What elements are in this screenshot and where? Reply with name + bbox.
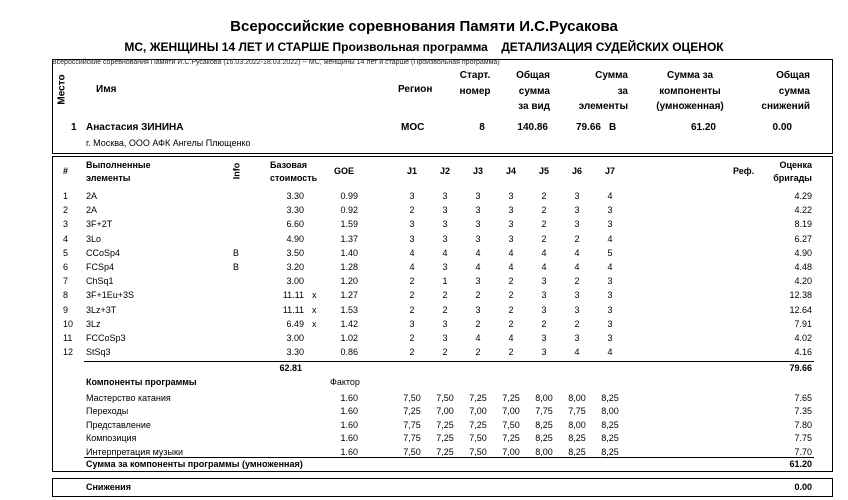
element-judge-score: 2: [442, 290, 448, 301]
element-name: FCCoSp3: [86, 333, 126, 343]
component-judge-score: 7,00: [436, 406, 454, 417]
component-factor: 1.60: [340, 433, 358, 444]
element-name: 3F+2T: [86, 219, 113, 230]
element-judge-score: 3: [442, 205, 448, 216]
element-judge-score: 4: [409, 262, 415, 272]
element-judge-score: 2: [409, 347, 415, 358]
element-num: 7: [63, 276, 69, 287]
element-name: 3Lz+3T: [86, 304, 117, 315]
element-judge-score: 3: [574, 304, 580, 315]
element-judge-score: 3: [541, 276, 547, 287]
element-base: 6.49: [286, 318, 304, 329]
element-judge-score: 2: [442, 347, 448, 358]
component-judge-score: 7,25: [436, 446, 454, 457]
skater-deductions: 0.00: [772, 122, 792, 133]
element-num: 2: [63, 205, 69, 216]
element-judge-score: 3: [475, 219, 481, 230]
element-score: 4.22: [794, 205, 812, 216]
element-score: 7.91: [794, 318, 812, 329]
element-judge-score: 4: [409, 247, 415, 258]
component-judge-score: 7,25: [502, 393, 520, 403]
elements-header-2: за: [617, 86, 628, 97]
element-judge-score: 3: [607, 219, 613, 230]
component-judge-score: 7,50: [502, 419, 520, 430]
element-judge-score: 3: [574, 290, 580, 301]
skater-name: Анастасия ЗИНИНА: [86, 122, 184, 133]
elements-base-total: 62.81: [279, 363, 302, 373]
component-judge-score: 7,25: [436, 419, 454, 430]
element-judge-score: 4: [508, 333, 514, 343]
deductions-header-3: снижений: [761, 101, 810, 112]
judge-header-3: J3: [472, 166, 483, 176]
component-judge-score: 8,25: [535, 433, 553, 444]
element-judge-score: 4: [607, 191, 613, 201]
element-info: B: [233, 247, 240, 258]
element-name: 2A: [86, 191, 98, 201]
element-num: 11: [63, 333, 73, 343]
component-name: Композиция: [86, 433, 137, 444]
element-judge-score: 2: [541, 233, 547, 244]
component-judge-score: 8,00: [568, 419, 586, 430]
deductions-frame: [52, 478, 833, 497]
element-judge-score: 4: [607, 347, 613, 358]
element-goe: 1.42: [340, 318, 358, 329]
place-header-text: Место: [56, 74, 68, 105]
skater-elements-total: 79.66: [575, 122, 601, 133]
element-judge-score: 2: [409, 205, 415, 216]
component-judge-score: 7,75: [568, 406, 586, 417]
element-name: 2A: [86, 205, 98, 216]
element-score: 4.16: [794, 347, 812, 358]
element-goe: 1.59: [340, 219, 358, 230]
element-judge-score: 2: [508, 276, 514, 287]
element-judge-score: 2: [442, 304, 448, 315]
base-header-1: Базовая: [270, 160, 308, 170]
score-header-2: бригады: [773, 173, 812, 183]
element-goe: 1.53: [340, 304, 358, 315]
element-bonus-x: x: [312, 290, 317, 301]
element-num: 4: [63, 233, 69, 244]
total-header-2: сумма: [518, 86, 550, 97]
element-goe: 0.86: [340, 347, 358, 358]
element-judge-score: 2: [475, 290, 481, 301]
element-num: 3: [63, 219, 69, 230]
judge-header-6: J6: [571, 166, 582, 176]
element-score: 8.19: [794, 219, 812, 230]
element-judge-score: 3: [508, 219, 514, 230]
component-name: Представление: [86, 419, 151, 430]
element-judge-score: 3: [475, 191, 481, 201]
components-total-line: [84, 457, 814, 458]
judge-header-2: J2: [439, 166, 450, 176]
element-score: 4.29: [794, 191, 812, 201]
element-judge-score: 3: [409, 191, 415, 201]
element-judge-score: 3: [574, 333, 580, 343]
element-judge-score: 3: [541, 347, 547, 358]
element-judge-score: 3: [607, 333, 613, 343]
judge-header-1: J1: [406, 166, 417, 176]
element-judge-score: 4: [508, 262, 514, 272]
skater-region: МОС: [401, 122, 425, 133]
component-judge-score: 8,25: [601, 393, 619, 403]
component-judge-score: 7,25: [469, 393, 487, 403]
elements-header-1: Сумма: [595, 70, 628, 81]
component-score: 7.80: [794, 419, 812, 430]
element-judge-score: 3: [541, 304, 547, 315]
element-judge-score: 5: [607, 247, 613, 258]
element-judge-score: 2: [508, 290, 514, 301]
page-subtitle: МС, ЖЕНЩИНЫ 14 ЛЕТ И СТАРШЕ Произвольная программа ДЕТАЛИЗАЦИЯ СУДЕЙСКИХ ОЦЕНОК: [124, 40, 724, 54]
component-judge-score: 8,25: [535, 419, 553, 430]
element-base: 11.11: [282, 290, 304, 301]
component-judge-score: 8,00: [535, 393, 553, 403]
total-header-1: Общая: [516, 70, 550, 81]
component-judge-score: 8,25: [601, 446, 619, 457]
element-judge-score: 3: [508, 233, 514, 244]
component-judge-score: 7,25: [403, 406, 421, 417]
element-base: 3.30: [286, 191, 304, 201]
judge-header-4: J4: [505, 166, 516, 176]
components-sum-label: Сумма за компоненты программы (умноженная): [86, 459, 303, 469]
element-judge-score: 2: [541, 318, 547, 329]
element-name: StSq3: [86, 347, 111, 358]
element-judge-score: 3: [607, 318, 613, 329]
element-judge-score: 2: [574, 318, 580, 329]
element-base: 3.30: [286, 205, 304, 216]
component-factor: 1.60: [340, 406, 358, 417]
element-judge-score: 3: [442, 262, 448, 272]
element-judge-score: 2: [409, 333, 415, 343]
element-judge-score: 3: [574, 191, 580, 201]
element-judge-score: 3: [442, 318, 448, 329]
element-num: 10: [63, 318, 74, 329]
element-judge-score: 4: [508, 247, 514, 258]
component-judge-score: 8,25: [601, 419, 619, 430]
element-score: 6.27: [794, 233, 812, 244]
element-judge-score: 3: [541, 333, 547, 343]
element-judge-score: 2: [541, 191, 547, 201]
elements-header-3: элементы: [578, 101, 628, 112]
element-judge-score: 3: [442, 191, 448, 201]
component-judge-score: 7,75: [403, 419, 421, 430]
start-header-2: номер: [459, 86, 491, 97]
element-bonus-x: x: [312, 318, 317, 329]
component-judge-score: 8,25: [601, 433, 619, 444]
component-judge-score: 8,00: [535, 446, 553, 457]
element-judge-score: 3: [442, 333, 448, 343]
component-score: 7.65: [794, 393, 812, 403]
component-judge-score: 7,25: [469, 419, 487, 430]
elements-score-total: 79.66: [789, 363, 812, 373]
component-name: Переходы: [86, 406, 129, 417]
element-base: 3.20: [286, 262, 304, 272]
element-num: 8: [63, 290, 69, 301]
factor-label: Фактор: [330, 377, 360, 387]
component-name: Мастерство катания: [86, 393, 171, 403]
element-judge-score: 2: [541, 205, 547, 216]
element-judge-score: 4: [607, 233, 613, 244]
base-header-2: стоимость: [270, 173, 318, 183]
components-header-2: компоненты: [659, 86, 721, 97]
components-header-3: (умноженная): [656, 101, 724, 112]
component-judge-score: 8,25: [568, 446, 586, 457]
component-judge-score: 7,75: [535, 406, 553, 417]
element-judge-score: 3: [574, 205, 580, 216]
component-judge-score: 7,00: [469, 406, 487, 417]
skater-total: 140.86: [517, 122, 548, 133]
element-goe: 1.27: [340, 290, 358, 301]
element-judge-score: 4: [574, 347, 580, 358]
element-goe: 1.20: [340, 276, 358, 287]
element-judge-score: 3: [409, 233, 415, 244]
element-judge-score: 4: [541, 262, 547, 272]
elements-col-header-1: Выполненные: [86, 160, 151, 170]
element-goe: 1.37: [340, 233, 358, 244]
element-judge-score: 3: [607, 276, 613, 287]
element-base: 11.11: [282, 304, 304, 315]
element-judge-score: 4: [574, 262, 580, 272]
deductions-header-1: Общая: [776, 70, 810, 81]
breadcrumb: Всероссийские соревнования Памяти И.С.Русакова (16.03.2022-18.03.2022) -- МС, женщины 14 лет и старше (Произвольная программа): [52, 59, 500, 66]
element-score: 4.20: [794, 276, 812, 287]
region-header: Регион: [398, 84, 433, 95]
skater-start-no: 8: [479, 122, 485, 133]
component-judge-score: 7,50: [403, 393, 421, 403]
start-header-1: Старт.: [459, 70, 491, 81]
component-judge-score: 7,75: [403, 433, 421, 444]
element-judge-score: 3: [442, 233, 448, 244]
skater-components-total: 61.20: [690, 122, 716, 133]
deductions-header-2: сумма: [778, 86, 810, 97]
element-goe: 1.40: [340, 247, 358, 258]
element-name: CCoSp4: [86, 247, 121, 258]
component-score: 7.75: [794, 433, 812, 444]
component-judge-score: 7,50: [469, 446, 487, 457]
component-judge-score: 7,50: [469, 433, 487, 444]
element-judge-score: 4: [607, 262, 613, 272]
components-title: Компоненты программы: [86, 377, 197, 387]
element-judge-score: 2: [475, 347, 481, 358]
element-score: 12.64: [789, 304, 812, 315]
ref-header: Реф.: [733, 166, 755, 176]
component-judge-score: 7,50: [436, 393, 454, 403]
score-header-1: Оценка: [779, 160, 812, 170]
element-base: 6.60: [286, 219, 304, 230]
element-goe: 0.99: [340, 191, 358, 201]
element-judge-score: 2: [574, 276, 580, 287]
element-name: ChSq1: [86, 276, 114, 287]
element-judge-score: 4: [475, 262, 481, 272]
element-judge-score: 2: [541, 219, 547, 230]
elements-col-header-2: элементы: [86, 173, 131, 183]
element-judge-score: 3: [607, 205, 613, 216]
info-header: [232, 160, 244, 184]
element-judge-score: 4: [541, 247, 547, 258]
element-name: 3Lz: [86, 318, 101, 329]
goe-header: GOE: [333, 166, 354, 176]
element-num: 9: [63, 304, 69, 315]
element-num: 1: [63, 191, 69, 201]
component-score: 7.35: [794, 406, 812, 417]
element-judge-score: 3: [409, 318, 415, 329]
judge-header-7: J7: [604, 166, 615, 176]
page-title: Всероссийские соревнования Памяти И.С.Русакова: [230, 18, 618, 35]
component-judge-score: 8,00: [568, 393, 586, 403]
component-judge-score: 7,00: [502, 406, 520, 417]
judge-header-5: J5: [538, 166, 549, 176]
element-judge-score: 2: [508, 304, 514, 315]
element-score: 4.48: [794, 262, 812, 272]
place-header: [56, 70, 74, 110]
element-judge-score: 3: [607, 304, 613, 315]
element-judge-score: 3: [508, 191, 514, 201]
element-judge-score: 3: [442, 219, 448, 230]
component-judge-score: 7,25: [502, 433, 520, 444]
components-header-1: Сумма за: [666, 70, 714, 81]
element-goe: 0.92: [340, 205, 358, 216]
element-judge-score: 3: [475, 233, 481, 244]
element-judge-score: 3: [475, 304, 481, 315]
element-judge-score: 4: [574, 247, 580, 258]
elements-total-line: [84, 361, 814, 362]
element-judge-score: 4: [442, 247, 448, 258]
element-num: 6: [63, 262, 69, 272]
component-judge-score: 8,25: [568, 433, 586, 444]
component-factor: 1.60: [340, 419, 358, 430]
element-bonus-x: x: [312, 304, 317, 315]
elements-num-header: #: [63, 166, 69, 176]
element-judge-score: 2: [508, 318, 514, 329]
element-judge-score: 2: [409, 304, 415, 315]
element-name: 3F+1Eu+3S: [86, 290, 135, 301]
element-judge-score: 3: [607, 290, 613, 301]
deductions-value: 0.00: [794, 482, 812, 492]
component-factor: 1.60: [340, 393, 358, 403]
element-judge-score: 3: [541, 290, 547, 301]
element-base: 3.30: [286, 347, 304, 358]
element-base: 3.00: [286, 276, 304, 287]
component-judge-score: 7,25: [436, 433, 454, 444]
element-name: FCSp4: [86, 262, 115, 272]
element-score: 4.02: [794, 333, 812, 343]
element-judge-score: 3: [475, 205, 481, 216]
element-judge-score: 4: [475, 333, 481, 343]
name-header: Имя: [96, 84, 117, 95]
component-name: Интерпретация музыки: [86, 446, 183, 457]
skater-elements-flag: B: [609, 122, 617, 133]
component-judge-score: 7,00: [502, 446, 520, 457]
info-header-text: Info: [231, 162, 242, 180]
element-name: 3Lo: [86, 233, 102, 244]
component-judge-score: 8,00: [601, 406, 619, 417]
component-judge-score: 7,50: [403, 446, 421, 457]
element-judge-score: 1: [442, 276, 448, 287]
component-score: 7.70: [794, 446, 812, 457]
element-judge-score: 3: [508, 205, 514, 216]
element-goe: 1.02: [340, 333, 358, 343]
element-num: 5: [63, 247, 69, 258]
deductions-label: Снижения: [86, 482, 131, 492]
element-base: 4.90: [286, 233, 304, 244]
element-base: 3.00: [286, 333, 304, 343]
element-judge-score: 2: [475, 318, 481, 329]
element-judge-score: 3: [475, 276, 481, 287]
component-factor: 1.60: [340, 446, 358, 457]
element-goe: 1.28: [340, 262, 358, 272]
element-judge-score: 2: [508, 347, 514, 358]
element-score: 12.38: [789, 290, 812, 301]
element-judge-score: 4: [475, 247, 481, 258]
element-base: 3.50: [286, 247, 304, 258]
total-header-3: за вид: [518, 101, 550, 112]
element-judge-score: 3: [409, 219, 415, 230]
skater-club: г. Москва, ООО АФК Ангелы Плющенко: [86, 138, 251, 148]
components-sum: 61.20: [789, 459, 812, 469]
element-judge-score: 2: [574, 233, 580, 244]
element-judge-score: 2: [409, 290, 415, 301]
element-num: 12: [63, 347, 74, 358]
element-judge-score: 3: [574, 219, 580, 230]
element-info: B: [233, 262, 240, 272]
element-score: 4.90: [794, 247, 812, 258]
skater-place: 1: [71, 122, 77, 133]
element-judge-score: 2: [409, 276, 415, 287]
